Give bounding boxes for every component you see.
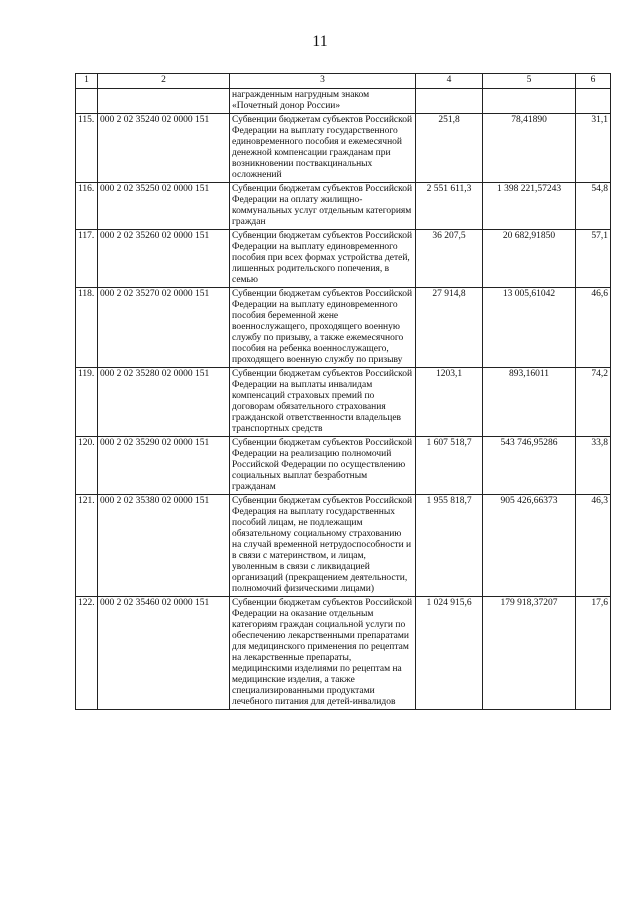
table-row <box>76 368 611 437</box>
row-index: 119. <box>76 368 98 437</box>
column-number-row <box>76 74 611 89</box>
budget-code: 000 2 02 35270 02 0000 151 <box>98 288 230 368</box>
row-description: Субвенции бюджетам субъектов Российской Федерации на оказание отдельным категориям граждан социальной услуги по обеспечению лекарственными препаратами для медицинского применения по рецептам на лекарственные препараты, медицинскими изделиями по рецептам на медицинские изделия, а также специализированными продуктами лечебного питания для детей-инвалидов <box>230 597 416 710</box>
row-description: Субвенции бюджетам субъектов Российской Федерация на выплату государственных пособий лицам, не подлежащим обязательному социальному страхованию на случай временной нетрудоспособности и в связи с материнством, и лицам, уволенным в связи с ликвидацией организаций (прекращением деятельности, полномочий физическими лицами) <box>230 495 416 597</box>
page-number: 11 <box>312 33 328 50</box>
row-description: Субвенции бюджетам субъектов Российской Федерации на выплату государственного единовременного пособия и ежемесячной денежной компенсации гражданам при возникновении поствакцинальных осложнений <box>230 114 416 183</box>
column-header: 5 <box>483 74 576 89</box>
actual-amount: 893,16011 <box>483 368 576 437</box>
table-row <box>76 230 611 288</box>
planned-amount: 2 551 611,3 <box>416 183 483 230</box>
row-description: Субвенции бюджетам субъектов Российской Федерации на выплату единовременного пособия беременной жене военнослужащего, проходящего военную службу по призыву, а также ежемесячного пособия на ребенка военнослужащего, проходящего военную службу по призыву <box>230 288 416 368</box>
row-description: Субвенции бюджетам субъектов Российской Федерации на оплату жилищно-коммунальных услуг отдельным категориям граждан <box>230 183 416 230</box>
planned-amount: 1 024 915,6 <box>416 597 483 710</box>
row-index: 116. <box>76 183 98 230</box>
continuation-description: награжденным нагрудным знаком «Почетный донор России» <box>230 89 416 114</box>
budget-code: 000 2 02 35380 02 0000 151 <box>98 495 230 597</box>
execution-percent: 74,2 <box>576 368 611 437</box>
planned-amount: 27 914,8 <box>416 288 483 368</box>
row-index: 120. <box>76 437 98 495</box>
column-header: 2 <box>98 74 230 89</box>
column-header: 4 <box>416 74 483 89</box>
column-header: 1 <box>76 74 98 89</box>
planned-amount: 36 207,5 <box>416 230 483 288</box>
planned-amount: 251,8 <box>416 114 483 183</box>
table-row <box>76 437 611 495</box>
execution-percent: 31,1 <box>576 114 611 183</box>
execution-percent: 57,1 <box>576 230 611 288</box>
budget-code: 000 2 02 35460 02 0000 151 <box>98 597 230 710</box>
execution-percent: 33,8 <box>576 437 611 495</box>
budget-code: 000 2 02 35250 02 0000 151 <box>98 183 230 230</box>
row-index: 118. <box>76 288 98 368</box>
actual-amount: 905 426,66373 <box>483 495 576 597</box>
row-description: Субвенции бюджетам субъектов Российской Федерации на выплаты инвалидам компенсаций страховых премий по договорам обязательного страхования гражданской ответственности владельцев транспортных средств <box>230 368 416 437</box>
actual-amount: 78,41890 <box>483 114 576 183</box>
budget-code: 000 2 02 35240 02 0000 151 <box>98 114 230 183</box>
table-row <box>76 114 611 183</box>
budget-code: 000 2 02 35290 02 0000 151 <box>98 437 230 495</box>
execution-percent: 54,8 <box>576 183 611 230</box>
actual-amount: 1 398 221,57243 <box>483 183 576 230</box>
row-description: Субвенции бюджетам субъектов Российской Федерации на выплату единовременного пособия при всех формах устройства детей, лишенных родительского попечения, в семью <box>230 230 416 288</box>
row-description: Субвенции бюджетам субъектов Российской Федерации на реализацию полномочий Российской Федерации по осуществлению социальных выплат безработным гражданам <box>230 437 416 495</box>
budget-code: 000 2 02 35260 02 0000 151 <box>98 230 230 288</box>
budget-table <box>75 73 611 710</box>
row-index: 122. <box>76 597 98 710</box>
table-row <box>76 288 611 368</box>
row-index: 121. <box>76 495 98 597</box>
continuation-row <box>76 89 611 114</box>
table-row <box>76 495 611 597</box>
row-index: 115. <box>76 114 98 183</box>
table-row <box>76 183 611 230</box>
planned-amount: 1 955 818,7 <box>416 495 483 597</box>
column-header: 3 <box>230 74 416 89</box>
actual-amount: 13 005,61042 <box>483 288 576 368</box>
budget-code: 000 2 02 35280 02 0000 151 <box>98 368 230 437</box>
planned-amount: 1203,1 <box>416 368 483 437</box>
table-row <box>76 597 611 710</box>
actual-amount: 179 918,37207 <box>483 597 576 710</box>
actual-amount: 20 682,91850 <box>483 230 576 288</box>
planned-amount: 1 607 518,7 <box>416 437 483 495</box>
execution-percent: 17,6 <box>576 597 611 710</box>
row-index: 117. <box>76 230 98 288</box>
execution-percent: 46,3 <box>576 495 611 597</box>
execution-percent: 46,6 <box>576 288 611 368</box>
actual-amount: 543 746,95286 <box>483 437 576 495</box>
column-header: 6 <box>576 74 611 89</box>
